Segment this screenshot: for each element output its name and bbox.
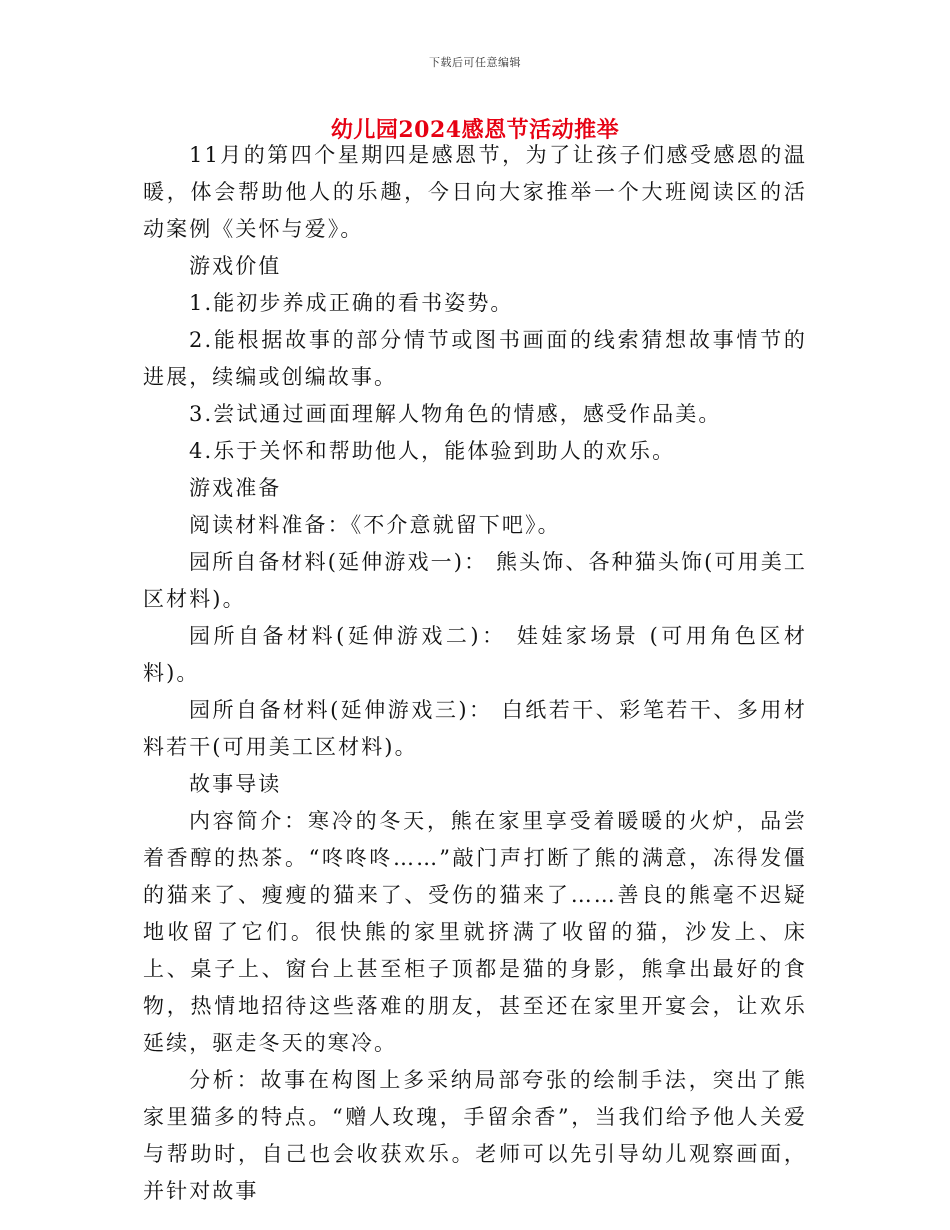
prep-item: 园所自备材料(延伸游戏三)： 白纸若干、彩笔若干、多用材料若干(可用美工区材料)。: [143, 698, 807, 759]
section-heading-story-guide: 故事导读: [189, 772, 282, 796]
list-item: 4.乐于关怀和帮助他人，能体验到助人的欢乐。: [189, 439, 676, 463]
list-item: 3.尝试通过画面理解人物角色的情感，感受作品美。: [189, 402, 722, 426]
story-summary-paragraph: 内容简介：寒冷的冬天，熊在家里享受着暖暖的火炉，品尝着香醇的热茶。“咚咚咚……”敲门声打断了熊的满意，冻得发僵的猫来了、瘦瘦的猫来了、受伤的猫来了……善良的熊毫不迟疑地收留了它们。很快熊的家里就挤满了收留的猫，沙发上、床上、桌子上、窗台上甚至柜子顶都是猫的身影，熊拿出最好的食物，热情地招待这些落难的朋友，甚至还在家里开宴会，让欢乐延续，驱走冬天的寒冷。: [143, 809, 807, 1055]
section-heading-game-prep: 游戏准备: [189, 476, 282, 500]
section-heading-game-value: 游戏价值: [189, 254, 282, 278]
page-header-note: 下载后可任意编辑: [429, 56, 521, 69]
intro-paragraph: 11月的第四个星期四是感恩节，为了让孩子们感受感恩的温暖，体会帮助他人的乐趣，今日向大家推举一个大班阅读区的活动案例《关怀与爱》。: [143, 143, 807, 241]
document-body: [143, 137, 807, 1210]
list-item: 2.能根据故事的部分情节或图书画面的线索猜想故事情节的进展，续编或创编故事。: [143, 328, 807, 389]
document-title: 幼儿园2024感恩节活动推举: [330, 117, 620, 143]
list-item: 1.能初步养成正确的看书姿势。: [189, 291, 514, 315]
prep-item: 园所自备材料(延伸游戏一)： 熊头饰、各种猫头饰(可用美工区材料)。: [143, 550, 807, 611]
prep-item: 园所自备材料(延伸游戏二)： 娃娃家场景 (可用角色区材料)。: [143, 624, 807, 685]
analysis-paragraph: 分析：故事在构图上多采纳局部夸张的绘制手法，突出了熊家里猫多的特点。“赠人玫瑰，手留余香”，当我们给予他人关爱与帮助时，自己也会收获欢乐。老师可以先引导幼儿观察画面，并针对故事: [143, 1068, 807, 1203]
prep-item: 阅读材料准备：《不介意就留下吧》。: [189, 513, 561, 537]
